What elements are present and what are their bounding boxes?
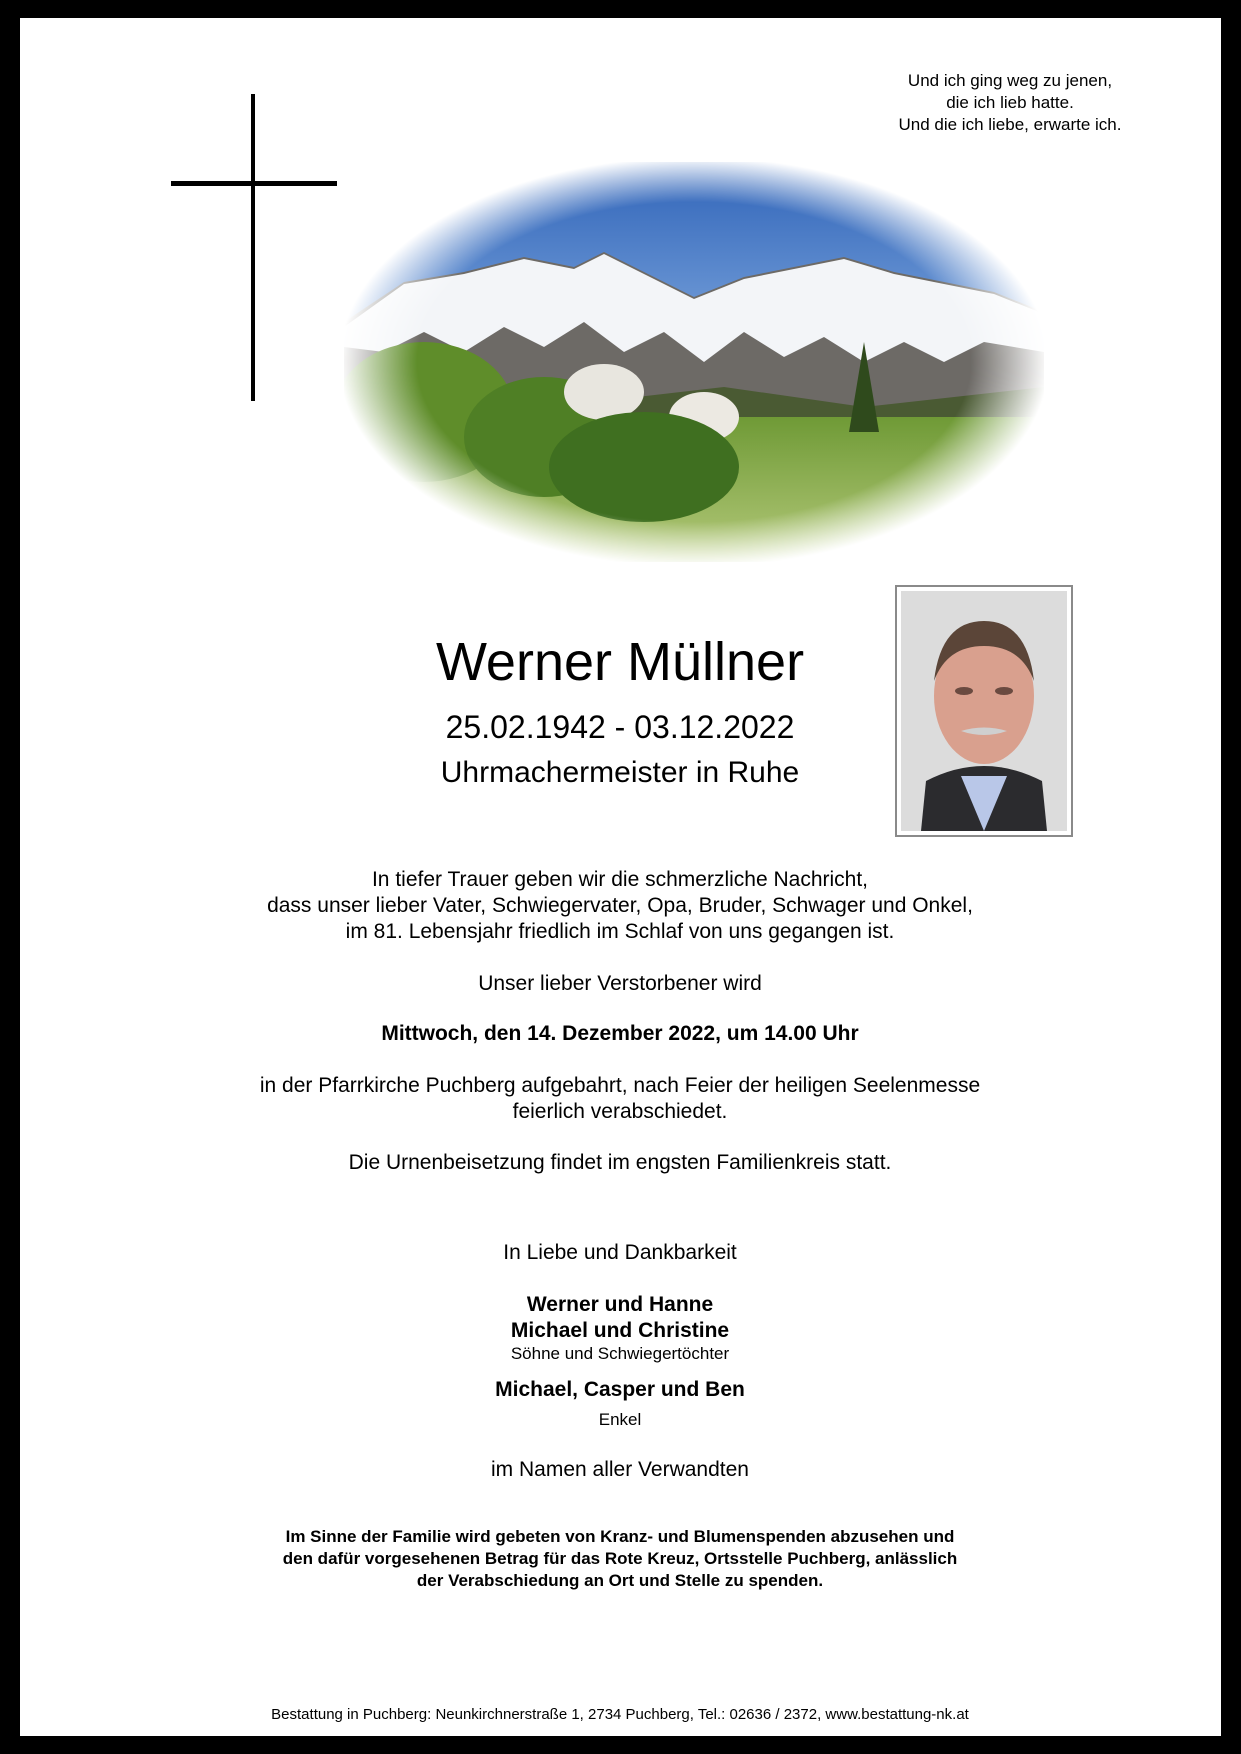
ceremony-date: Mittwoch, den 14. Dezember 2022, um 14.00 Uhr	[381, 1022, 859, 1045]
donation-note	[200, 1526, 1040, 1592]
quote-line: Und ich ging weg zu jenen,	[907, 71, 1113, 90]
deceased-title: Uhrmachermeister in Ruhe	[440, 756, 800, 789]
family-relation: Enkel	[598, 1410, 642, 1429]
family-closing: im Namen aller Verwandten	[491, 1458, 749, 1481]
portrait-photo	[901, 591, 1067, 831]
portrait-frame	[895, 585, 1073, 837]
cross-icon	[251, 94, 255, 401]
life-dates: 25.02.1942 - 03.12.2022	[445, 709, 795, 745]
donation-line: den dafür vorgesehenen Betrag für das Rote Kreuz, Ortsstelle Puchberg, anlässlich	[282, 1549, 958, 1568]
quote	[860, 70, 1160, 136]
deceased-name: Werner Müllner	[435, 632, 805, 692]
quote-line: die ich lieb hatte.	[946, 93, 1074, 112]
family-relation: Söhne und Schwiegertöchter	[510, 1344, 730, 1363]
family-names-grandchildren: Michael, Casper und Ben	[495, 1378, 745, 1401]
message-line: In tiefer Trauer geben wir die schmerzliche Nachricht,	[371, 868, 869, 891]
donation-line: der Verabschiedung an Ort und Stelle zu spenden.	[416, 1571, 824, 1590]
quote-line: Und die ich liebe, erwarte ich.	[898, 115, 1122, 134]
urn-burial-note: Die Urnenbeisetzung findet im engsten Familienkreis statt.	[348, 1151, 892, 1174]
location-line: feierlich verabschiedet.	[512, 1100, 728, 1123]
family-name: Michael und Christine	[510, 1319, 730, 1342]
family-name: Werner und Hanne	[526, 1293, 714, 1316]
family-names-sons	[170, 1292, 1070, 1344]
cross-icon-bar	[171, 181, 337, 186]
message-line: im 81. Lebensjahr friedlich im Schlaf von uns gegangen ist.	[345, 920, 895, 943]
message-line: dass unser lieber Vater, Schwiegervater, Opa, Bruder, Schwager und Onkel,	[267, 894, 973, 917]
family-intro: In Liebe und Dankbarkeit	[503, 1241, 737, 1264]
funeral-home-footer: Bestattung in Puchberg: Neunkirchnerstraße 1, 2734 Puchberg, Tel.: 02636 / 2372, www.bestattung-nk.at	[271, 1706, 969, 1723]
location-line: in der Pfarrkirche Puchberg aufgebahrt, nach Feier der heiligen Seelenmesse	[259, 1074, 981, 1097]
donation-line: Im Sinne der Familie wird gebeten von Kranz- und Blumenspenden abzusehen und	[285, 1527, 955, 1546]
ceremony-location	[170, 1073, 1070, 1125]
ceremony-intro: Unser lieber Verstorbener wird	[478, 972, 762, 995]
mountain-landscape-image	[344, 162, 1044, 562]
obituary-message	[170, 867, 1070, 945]
